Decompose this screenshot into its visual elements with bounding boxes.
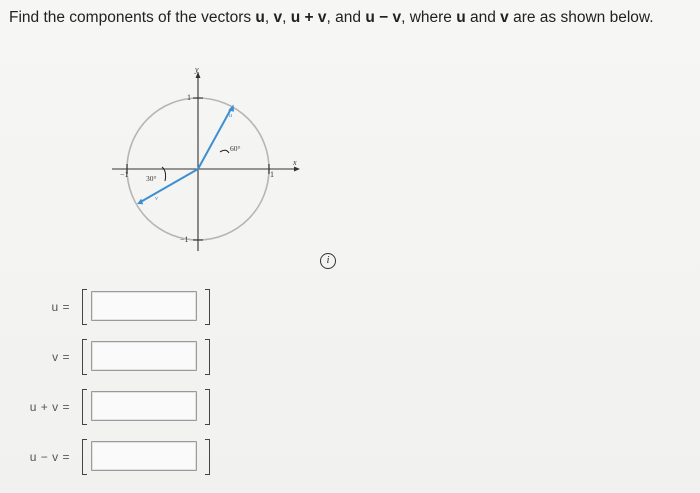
answer-input-u-minus-v[interactable] [91, 441, 197, 471]
question-and: and [465, 9, 501, 26]
x-axis-arrow-icon [294, 167, 300, 172]
x-axis-label: x [293, 158, 297, 167]
answer-row-u [0, 289, 260, 329]
left-bracket [82, 289, 87, 325]
question-sep: , [264, 9, 274, 26]
answer-row-u-minus-v [0, 439, 260, 479]
answer-label-v: v = [52, 350, 70, 364]
right-bracket [205, 389, 210, 425]
vector-v-label: v [155, 195, 158, 202]
answer-input-v[interactable] [91, 341, 197, 371]
vector-figure [110, 62, 302, 252]
tick-label-x-pos: 1 [270, 170, 274, 179]
right-bracket [205, 339, 210, 375]
unit-circle-diagram [110, 62, 302, 252]
answer-row-u-plus-v [0, 389, 260, 429]
vector-u-label: u [229, 112, 233, 119]
answer-label-u: u = [51, 300, 70, 314]
tick-label-y-pos: 1 [187, 93, 191, 102]
question-prefix: Find the components of the vectors [9, 9, 256, 26]
left-bracket [82, 439, 87, 475]
question-text [9, 9, 654, 27]
answer-input-u[interactable] [91, 291, 197, 321]
question-vector-v: v [273, 9, 283, 26]
info-icon[interactable]: i [320, 253, 336, 269]
question-vector-v: v [500, 9, 509, 26]
left-bracket [82, 389, 87, 425]
question-suffix: are as shown below. [508, 9, 654, 26]
right-bracket [205, 289, 210, 325]
question-vector-sum: u + v [290, 9, 327, 26]
answer-label-u-minus-v: u − v = [29, 450, 70, 464]
question-vector-diff: u − v [365, 9, 402, 26]
y-axis-label: y [195, 65, 199, 74]
question-mid: , where [401, 9, 457, 26]
angle-label-u: 60° [230, 144, 241, 153]
answer-label-u-plus-v: u + v = [29, 400, 70, 414]
question-sep: , and [326, 9, 366, 26]
answer-input-u-plus-v[interactable] [91, 391, 197, 421]
tick-label-y-neg: −1 [180, 235, 189, 244]
vector-u [198, 108, 232, 169]
tick-label-x-neg: −1 [120, 170, 129, 179]
angle-arc-u [220, 150, 229, 153]
question-vector-u: u [456, 9, 466, 26]
angle-label-v: 30° [146, 174, 157, 183]
right-bracket [205, 439, 210, 475]
answer-row-v [0, 339, 260, 379]
question-vector-u: u [255, 9, 265, 26]
question-sep: , [282, 9, 291, 26]
left-bracket [82, 339, 87, 375]
